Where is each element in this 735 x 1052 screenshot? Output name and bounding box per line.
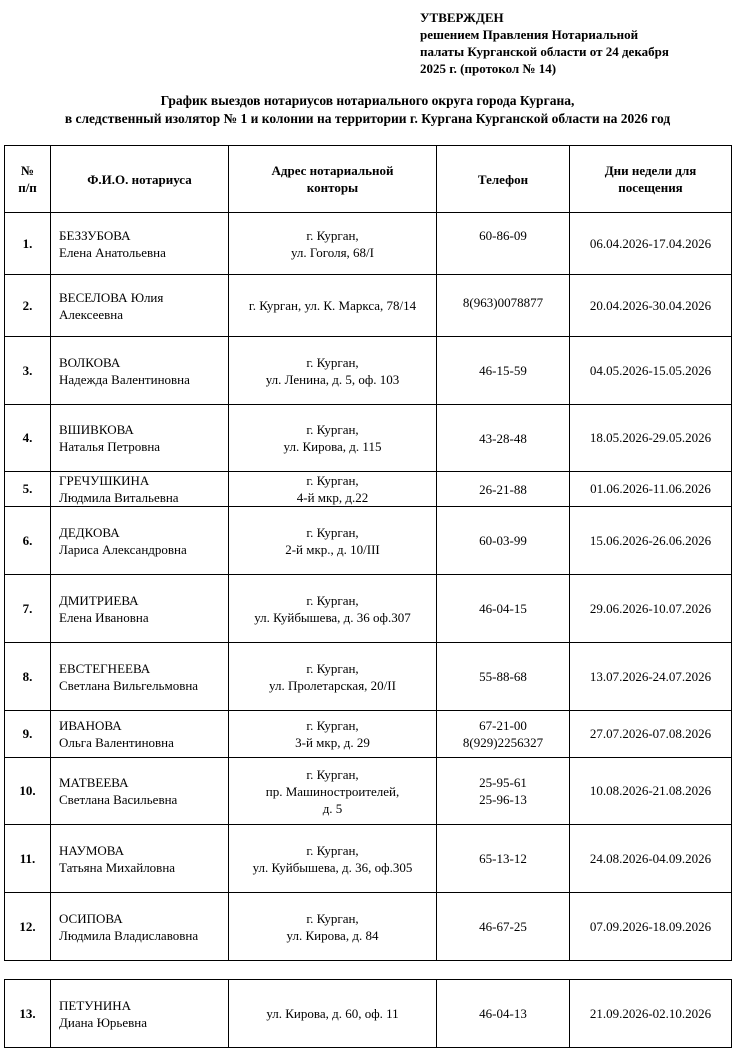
phone-line: 65-13-12 <box>479 851 527 866</box>
visit-dates: 18.05.2026-29.05.2026 <box>570 405 732 472</box>
phone-line: 60-03-99 <box>479 533 527 548</box>
header-phone: Телефон <box>437 146 570 213</box>
phone-number <box>437 213 570 275</box>
table-row <box>5 643 732 711</box>
office-address <box>229 893 437 961</box>
address-line: ул. Кирова, д. 115 <box>283 439 382 454</box>
address-line: д. 5 <box>322 800 343 816</box>
title-line-1: График выездов нотариусов нотариального округа города Кургана, <box>160 93 575 108</box>
table-row <box>5 472 732 507</box>
header-days: Дни недели для посещения <box>570 146 732 213</box>
notary-name <box>51 507 229 575</box>
phone-line: 26-21-88 <box>479 481 527 497</box>
address-line: г. Курган, <box>306 422 359 437</box>
office-address <box>229 825 437 893</box>
row-number: 12. <box>5 893 51 961</box>
notary-surname: ИВАНОВА <box>59 718 122 733</box>
visit-dates: 29.06.2026-10.07.2026 <box>570 575 732 643</box>
office-address <box>229 507 437 575</box>
header-name: Ф.И.О. нотариуса <box>51 146 229 213</box>
approval-line: УТВЕРЖДЕН <box>420 10 504 25</box>
phone-number <box>437 472 570 507</box>
address-line: г. Курган, ул. К. Маркса, 78/14 <box>248 298 417 313</box>
phone-number <box>437 980 570 1048</box>
address-line: 3-й мкр, д. 29 <box>295 735 370 750</box>
row-number: 7. <box>5 575 51 643</box>
notary-surname: ГРЕЧУШКИНА <box>59 473 150 488</box>
address-line: г. Курган, <box>306 660 359 676</box>
notary-given: Надежда Валентиновна <box>59 371 190 387</box>
phone-number <box>437 893 570 961</box>
notary-surname: ОСИПОВА <box>59 910 123 926</box>
notary-name <box>51 275 229 337</box>
table-row <box>5 758 732 825</box>
table-row <box>5 575 732 643</box>
table-row <box>5 405 732 472</box>
notary-given: Татьяна Михайловна <box>59 859 176 875</box>
visit-dates: 04.05.2026-15.05.2026 <box>570 337 732 405</box>
table-row <box>5 893 732 961</box>
visit-dates: 01.06.2026-11.06.2026 <box>570 472 732 507</box>
table-row <box>5 825 732 893</box>
table-row <box>5 275 732 337</box>
office-address <box>229 643 437 711</box>
address-line: 2-й мкр., д. 10/III <box>285 541 380 557</box>
table-row <box>5 980 732 1048</box>
office-address <box>229 980 437 1048</box>
notary-given: Людмила Витальевна <box>59 490 179 505</box>
phone-number <box>437 643 570 711</box>
notary-given: Светлана Васильевна <box>59 792 178 807</box>
notary-name <box>51 575 229 643</box>
office-address <box>229 575 437 643</box>
approval-line: решением Правления Нотариальной <box>420 27 639 42</box>
address-line: 4-й мкр, д.22 <box>296 490 369 505</box>
address-line: г. Курган, <box>306 227 359 243</box>
address-line: г. Курган, <box>306 910 359 926</box>
visit-dates: 07.09.2026-18.09.2026 <box>570 893 732 961</box>
row-number: 9. <box>5 711 51 758</box>
phone-number <box>437 825 570 893</box>
address-line: г. Курган, <box>306 766 359 782</box>
row-number: 1. <box>5 213 51 275</box>
notary-given: Светлана Вильгельмовна <box>59 677 199 693</box>
phone-line: 46-15-59 <box>479 363 527 378</box>
notary-surname: ПЕТУНИНА <box>59 997 132 1013</box>
row-number: 4. <box>5 405 51 472</box>
row-number: 6. <box>5 507 51 575</box>
address-line: пр. Машиностроителей, <box>265 783 400 799</box>
phone-line: 60-86-09 <box>479 228 527 243</box>
address-line: г. Курган, <box>306 354 359 370</box>
phone-number <box>437 405 570 472</box>
table-row <box>5 213 732 275</box>
row-number: 8. <box>5 643 51 711</box>
address-line: ул. Ленина, д. 5, оф. 103 <box>265 371 400 387</box>
notary-surname: ЕВСТЕГНЕЕВА <box>59 660 151 676</box>
phone-line: 25-96-13 <box>479 792 527 807</box>
schedule-table <box>4 145 732 961</box>
notary-given: Людмила Владиславовна <box>59 927 199 943</box>
row-number: 3. <box>5 337 51 405</box>
notary-surname: ВШИВКОВА <box>59 422 134 437</box>
table-row <box>5 507 732 575</box>
notary-surname: ВОЛКОВА <box>59 354 121 370</box>
notary-name <box>51 643 229 711</box>
address-line: ул. Куйбышева, д. 36 оф.307 <box>254 609 411 625</box>
row-number: 5. <box>5 472 51 507</box>
notary-surname: НАУМОВА <box>59 842 125 858</box>
office-address <box>229 213 437 275</box>
phone-line: 8(963)0078877 <box>462 295 544 310</box>
office-address <box>229 758 437 825</box>
notary-name <box>51 337 229 405</box>
address-line: г. Курган, <box>306 592 359 608</box>
approval-stamp <box>420 9 720 77</box>
notary-name <box>51 825 229 893</box>
phone-number <box>437 507 570 575</box>
visit-dates: 10.08.2026-21.08.2026 <box>570 758 732 825</box>
row-number: 13. <box>5 980 51 1048</box>
header-address: Адрес нотариальной конторы <box>229 146 437 213</box>
phone-line: 25-95-61 <box>479 775 527 790</box>
notary-surname: МАТВЕЕВА <box>59 775 129 790</box>
notary-name <box>51 213 229 275</box>
table-row <box>5 711 732 758</box>
notary-name <box>51 472 229 507</box>
visit-dates: 21.09.2026-02.10.2026 <box>570 980 732 1048</box>
address-line: ул. Гоголя, 68/I <box>290 244 375 260</box>
phone-number <box>437 275 570 337</box>
phone-line: 43-28-48 <box>479 430 527 446</box>
phone-line: 46-04-13 <box>479 1006 527 1021</box>
notary-given: Лариса Александровна <box>59 541 187 557</box>
visit-dates: 15.06.2026-26.06.2026 <box>570 507 732 575</box>
approval-line: палаты Курганской области от 24 декабря <box>420 44 669 59</box>
office-address <box>229 472 437 507</box>
phone-line: 46-04-15 <box>479 601 527 616</box>
phone-number <box>437 337 570 405</box>
notary-surname: ДЕДКОВА <box>59 524 120 540</box>
address-line: г. Курган, <box>306 473 359 488</box>
phone-line: 8(929)2256327 <box>462 735 544 750</box>
visit-dates: 06.04.2026-17.04.2026 <box>570 213 732 275</box>
notary-given: Алексеевна <box>59 306 123 322</box>
header-num: № п/п <box>5 146 51 213</box>
address-line: ул. Кирова, д. 60, оф. 11 <box>266 1006 399 1021</box>
phone-line: 46-67-25 <box>479 919 527 934</box>
approval-line: 2025 г. (протокол № 14) <box>420 61 557 76</box>
office-address <box>229 405 437 472</box>
phone-line: 67-21-00 <box>479 718 527 733</box>
notary-given: Ольга Валентиновна <box>59 735 174 750</box>
notary-name <box>51 405 229 472</box>
notary-name <box>51 711 229 758</box>
office-address <box>229 337 437 405</box>
visit-dates: 24.08.2026-04.09.2026 <box>570 825 732 893</box>
notary-surname: БЕЗЗУБОВА <box>59 227 131 243</box>
phone-line: 55-88-68 <box>479 669 527 684</box>
address-line: ул. Куйбышева, д. 36, оф.305 <box>252 859 413 875</box>
address-line: ул. Пролетарская, 20/II <box>269 677 396 693</box>
address-line: г. Курган, <box>306 718 359 733</box>
table-row <box>5 337 732 405</box>
row-number: 11. <box>5 825 51 893</box>
office-address <box>229 711 437 758</box>
address-line: ул. Кирова, д. 84 <box>286 927 379 943</box>
document-title <box>0 92 735 128</box>
address-line: г. Курган, <box>306 524 359 540</box>
visit-dates: 20.04.2026-30.04.2026 <box>570 275 732 337</box>
visit-dates: 27.07.2026-07.08.2026 <box>570 711 732 758</box>
title-line-2: в следственный изолятор № 1 и колонии на территории г. Кургана Курганской области на 2026 год <box>64 111 671 126</box>
notary-name <box>51 893 229 961</box>
visit-dates: 13.07.2026-24.07.2026 <box>570 643 732 711</box>
row-number: 10. <box>5 758 51 825</box>
office-address <box>229 275 437 337</box>
notary-name <box>51 980 229 1048</box>
notary-given: Елена Анатольевна <box>59 244 166 260</box>
notary-given: Диана Юрьевна <box>59 1014 147 1030</box>
address-line: г. Курган, <box>306 842 359 858</box>
phone-number <box>437 711 570 758</box>
notary-surname: ВЕСЕЛОВА Юлия <box>59 289 164 305</box>
notary-given: Наталья Петровна <box>59 439 161 454</box>
phone-number <box>437 575 570 643</box>
notary-given: Елена Ивановна <box>59 609 149 625</box>
table-header-row <box>5 146 732 213</box>
notary-name <box>51 758 229 825</box>
schedule-table-continuation <box>4 979 732 1048</box>
row-number: 2. <box>5 275 51 337</box>
notary-surname: ДМИТРИЕВА <box>59 592 139 608</box>
phone-number <box>437 758 570 825</box>
